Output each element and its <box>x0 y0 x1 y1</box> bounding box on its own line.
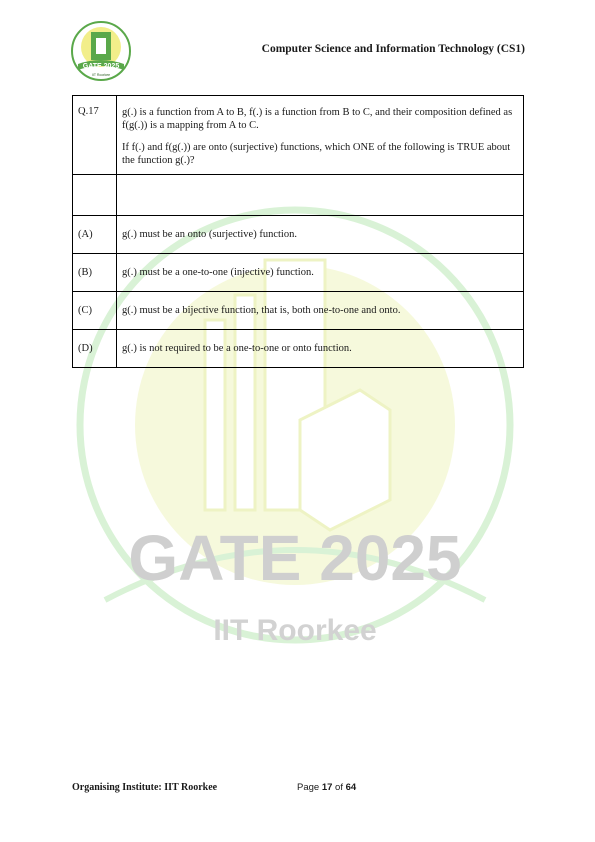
page-current: 17 <box>321 782 333 793</box>
blank-cell-right <box>117 174 524 215</box>
option-row-d <box>73 329 524 367</box>
watermark-subtitle: IIT Roorkee <box>213 614 377 647</box>
option-row-b <box>73 253 524 291</box>
option-text: g(.) is not required to be a one-to-one or onto function. <box>117 329 524 367</box>
question-table <box>72 95 524 368</box>
question-number: Q.17 <box>73 96 117 175</box>
footer-page-number <box>297 782 356 793</box>
page-total: 64 <box>345 782 357 793</box>
option-text: g(.) must be a bijective function, that is, both one-to-one and onto. <box>117 291 524 329</box>
footer-institute: Organising Institute: IIT Roorkee <box>72 782 218 793</box>
question-row <box>73 96 524 175</box>
blank-row <box>73 174 524 215</box>
page-prefix: Page <box>297 782 320 793</box>
page-of: of <box>335 782 343 793</box>
gate-logo <box>70 20 132 82</box>
question-stem <box>117 96 524 175</box>
option-row-a <box>73 215 524 253</box>
paper-title: Computer Science and Information Technology (CS1) <box>261 43 525 55</box>
logo-subtext: IIT Roorkee <box>91 73 111 77</box>
logo-text: GATE 2025 <box>82 63 120 70</box>
option-text: g(.) must be an onto (surjective) function. <box>117 215 524 253</box>
option-label: (D) <box>73 329 117 367</box>
question-stem-line2: If f(.) and f(g(.)) are onto (surjective) functions, which ONE of the following is TRUE about the function g(.)? <box>122 142 511 167</box>
watermark-title: GATE 2025 <box>128 522 462 594</box>
option-label: (B) <box>73 253 117 291</box>
option-label: (C) <box>73 291 117 329</box>
blank-cell-left <box>73 174 117 215</box>
option-text: g(.) must be a one-to-one (injective) function. <box>117 253 524 291</box>
option-label: (A) <box>73 215 117 253</box>
question-stem-line1: g(.) is a function from A to B, f(.) is a function from B to C, and their composition defined as f(g(.)) is a mapping from A to C. <box>122 107 513 132</box>
option-row-c <box>73 291 524 329</box>
